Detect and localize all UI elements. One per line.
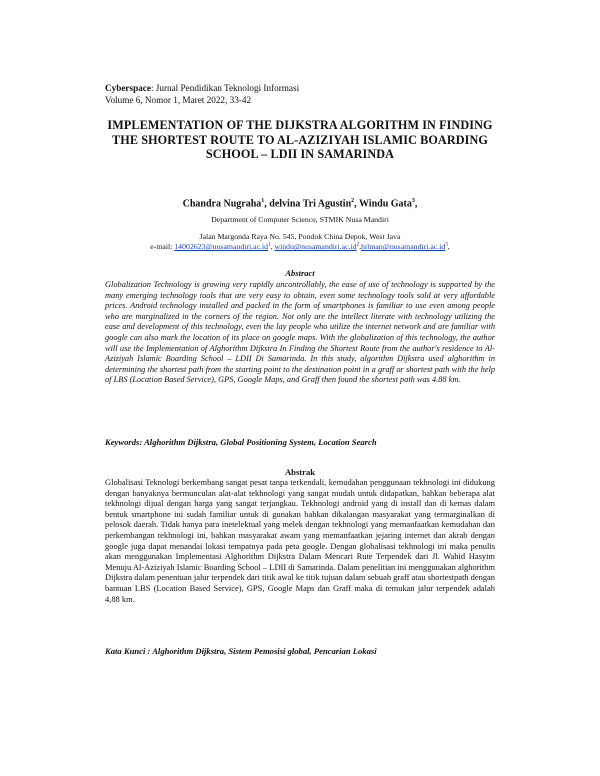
paper-title: IMPLEMENTATION OF THE DIJKSTRA ALGORITHM IN FINDING THE SHORTEST ROUTE TO AL-AZIZIYAH ISLAMIC BOARDING SCHOOL – LDII IN SAMARINDA	[107, 118, 493, 161]
email-separator: ,	[359, 242, 362, 251]
email-link-1[interactable]: 14002623@nusamandiri.ac.id	[174, 242, 269, 251]
email-link-3[interactable]: hilman@nusamandiri.ac.id	[361, 242, 446, 251]
author-list	[100, 198, 500, 209]
keywords-value: Alghorithm Dijkstra, Global Positioning System, Location Search	[144, 437, 377, 447]
affiliation-department: Department of Computer Science, STMIK Nusa Mandiri	[211, 215, 389, 224]
email-separator: ,	[270, 242, 275, 251]
email-prefix: e-mail:	[150, 242, 175, 251]
author-name: delvina Tri Agustin	[269, 198, 352, 210]
abstract-body-id: Globalisasi Teknologi berkembang sangat pesat tanpa terkendali, kemudahan penggunaan tekhnologi ini didukung dengan banyaknya bermunculan alat-alat tekhnologi yang sangat mudah untuk didapatkan, bahkan beberapa alat tekhnologi dijual dengan harga yang sangat terjangkau. Tekhnologi android yang di install dan di kemas dalam bentuk smartphone ini sudah familiar untuk di gunakan bahkan dikalangan masyarakat yang termarginalkan di pelosok daerah. Tidak hanya para inetelektual yang melek dengan tekhnologi yang memanfaatkan kemudahan dan perkembangan tekhnologi ini, bahkan masyarakat awam yang memanfaatkan jejaring internet dan akrab dengan google juga dapat menandai lokasi tempatnya pada peta google. Dengan globalisasi tekhnologi ini maka penulis akan menggunakan Implementasi Alghorithm Dijkstra Dalam Mencari Rute Terpendek dari Jl. Wahid Hasyim Menuju Al-Aziziyah Islamic Boarding School – LDII di Samarinda. Dalam penelitian ini menggunakan alghorithm Dijkstra dalam penentuan jalur terpendek dari titik awal ke titik tujuan dalam sebuah graff atau shortestpath dengan bantuan LBS (Location Based Service), GPS, Google Maps dan Graff maka di temukan jalur terpendek adalah 4,88 km.	[105, 477, 495, 604]
journal-name: Cyberspace	[105, 83, 151, 93]
email-link-2[interactable]: windu@nusamandiri.ac.id	[274, 242, 357, 251]
author-name: Windu Gata	[358, 198, 412, 210]
author-name: Chandra Nugraha	[182, 198, 262, 210]
keywords-colon: :	[139, 437, 145, 447]
author-affiliation-mark: 2	[351, 198, 355, 204]
author-affiliation-mark: 3	[411, 198, 415, 204]
author-emails	[100, 242, 500, 251]
email-mark: 3	[445, 242, 448, 248]
author-separator: ,	[264, 198, 270, 210]
keywords-en	[105, 437, 495, 447]
author-separator: ,	[354, 198, 359, 210]
keywords-id: Kata Kunci : Alghorithm Dijkstra, Sistem Pemosisi global, Pencarian Lokasi	[105, 646, 377, 656]
email-mark: 2	[356, 242, 360, 248]
abstract-body-en: Globalization Technology is growing very rapidly uncontrollably, the ease of use of technology is supported by the many emerging technology tools that are very easy to obtain, even some technology tools sold at very affordable prices. Android technology installed and packed in the form of smartphones is familiar to use even among people who are marginalized in the corners of the region. Not only are the intellect literate with technology utilizing the ease and development of this technology, even the lay people who utilize the internet network and are familiar with google can also mark the location of its place on google maps. With the globalization of this technology, the author will use the Implementation of Alghorithm Dijkstra In Finding the Shortest Route from the author's residence to Al-Aziziyah Islamic Boarding School – LDII Di Samarinda. In this study, algorithm Dijkstra used alghorithm in determining the shortest path from the starting point to the destination point in a graff or shortest path with the help of LBS (Location Based Service), GPS, Google Maps, and Graff then found the shortest path was 4.88 km.	[105, 280, 495, 385]
journal-name-line	[105, 82, 299, 94]
email-mark: 1	[268, 242, 271, 248]
journal-subtitle: : Jurnal Pendidikan Teknologi Informasi	[150, 83, 300, 93]
journal-volume: Volume 6, Nomor 1, Maret 2022, 33-42	[105, 95, 252, 105]
affiliation-address: Jalan Margonda Raya No. 545, Pondok China Depok, West Java	[199, 232, 401, 241]
journal-header	[105, 82, 299, 106]
author-end: ,	[414, 198, 418, 210]
author-affiliation-mark: 1	[261, 198, 265, 204]
keywords-label: Keywords	[105, 437, 140, 447]
email-end: ,	[447, 242, 450, 251]
abstract-heading-id: Abstrak	[284, 467, 316, 477]
abstract-heading-en: Abstract	[285, 268, 315, 278]
